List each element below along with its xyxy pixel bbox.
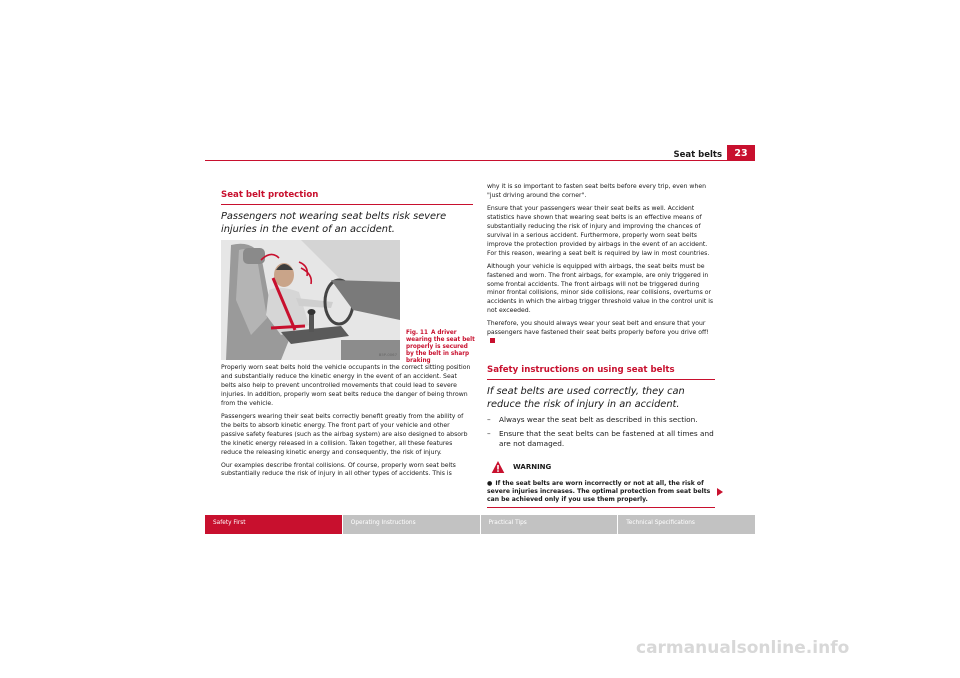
paragraph: why it is so important to fasten seat belts before every trip, even when "just driving around the corner". <box>487 183 707 199</box>
warning-header <box>487 458 715 476</box>
warning-title: WARNING <box>513 462 552 471</box>
paragraph: Although your vehicle is equipped with airbags, the seat belts must be fastened and worn. The front airbags, for example, are only triggered in some frontal accidents. The front airbags will not be triggered during minor frontal collisions, minor side collisions, rear collisions, overturns or accidents in which the airbag trigger threshold value in the control unit is not exceeded. <box>487 262 714 315</box>
continue-arrow-icon <box>717 488 723 496</box>
list-dash: – <box>487 415 491 425</box>
figure-image <box>221 240 400 360</box>
paragraph: Ensure that your passengers wear their seat belts as well. Accident statistics have shown that wearing seat belts is an effective means of substantially reducing the risk of injury and improving the chances of survival in a serious accident. Furthermore, properly worn seat belts improve the protection provided by airbags in the event of an accident. For this reason, wearing a seat belt is required by law in most countries. <box>487 204 710 257</box>
figure-caption-label: Fig. 11 <box>406 330 428 336</box>
paragraph-text: Therefore, you should always wear your seat belt and ensure that your passengers have fastened their seat belts properly before you drive off! <box>487 320 709 337</box>
list-item-text: Ensure that the seat belts can be fastened at all times and are not damaged. <box>499 428 714 449</box>
left-column <box>221 190 473 483</box>
footer-nav <box>205 515 755 534</box>
right-column <box>487 183 715 508</box>
footer-tab-practical-tips[interactable]: Practical Tips <box>481 515 618 534</box>
section-title-safety-instructions: Safety instructions on using seat belts <box>487 365 715 380</box>
warning-triangle-icon <box>491 460 505 474</box>
footer-tab-safety-first[interactable]: Safety First <box>205 515 342 534</box>
running-header: Seat belts <box>673 150 722 160</box>
warning-text <box>487 480 715 505</box>
figure-11 <box>221 240 473 362</box>
list-item <box>487 415 715 426</box>
section-end-mark <box>490 338 495 343</box>
figure-code: B5P-0067 <box>378 352 397 357</box>
list-item <box>487 429 715 450</box>
footer-tab-technical-specifications[interactable]: Technical Specifications <box>618 515 755 534</box>
warning-box <box>487 458 715 509</box>
warning-body: If the seat belts are worn incorrectly or not at all, the risk of severe injuries increases. The optimal protection from seat belts can be achieved only if you use them properly. <box>487 479 711 504</box>
driver-seat-belt-illustration <box>221 240 400 360</box>
paragraph: Passengers wearing their seat belts correctly benefit greatly from the ability of the belts to absorb kinetic energy. The front part of your vehicle and other passive safety features (such as the airbag system) are also designed to absorb the kinetic energy released in a collision. Taken together, all these features reduce the releasing kinetic energy and consequently, the risk of injury. <box>221 412 468 456</box>
list-item-text: Always wear the seat belt as described in this section. <box>499 415 698 425</box>
paragraph: Our examples describe frontal collisions. Of course, properly worn seat belts substantially reduce the risk of injury in all other types of accidents. This is <box>221 461 456 478</box>
watermark: carmanualsonline.info <box>636 638 850 658</box>
header-rule <box>205 160 727 161</box>
instruction-list <box>487 415 715 450</box>
section-lead: Passengers not wearing seat belts risk severe injuries in the event of an accident. <box>221 211 447 235</box>
section-lead: If seat belts are used correctly, they can reduce the risk of injury in an accident. <box>487 386 685 410</box>
figure-caption <box>406 330 476 365</box>
page-number: 23 <box>727 145 755 161</box>
list-dash: – <box>487 428 491 438</box>
footer-tab-operating-instructions[interactable]: Operating Instructions <box>343 515 480 534</box>
paragraph <box>487 320 715 347</box>
paragraph: Properly worn seat belts hold the vehicle occupants in the correct sitting position and substantially reduce the kinetic energy in the event of an accident. Seat belts also help to prevent uncontrolled movements that could lead to severe injuries. In addition, properly worn seat belts reduce the danger of being thrown from the vehicle. <box>221 364 471 407</box>
figure-caption-text: A driver wearing the seat belt properly is secured by the belt in sharp braking <box>406 330 475 364</box>
warning-bullet: ● <box>487 479 493 487</box>
section-title-seat-belt-protection: Seat belt protection <box>221 190 473 205</box>
